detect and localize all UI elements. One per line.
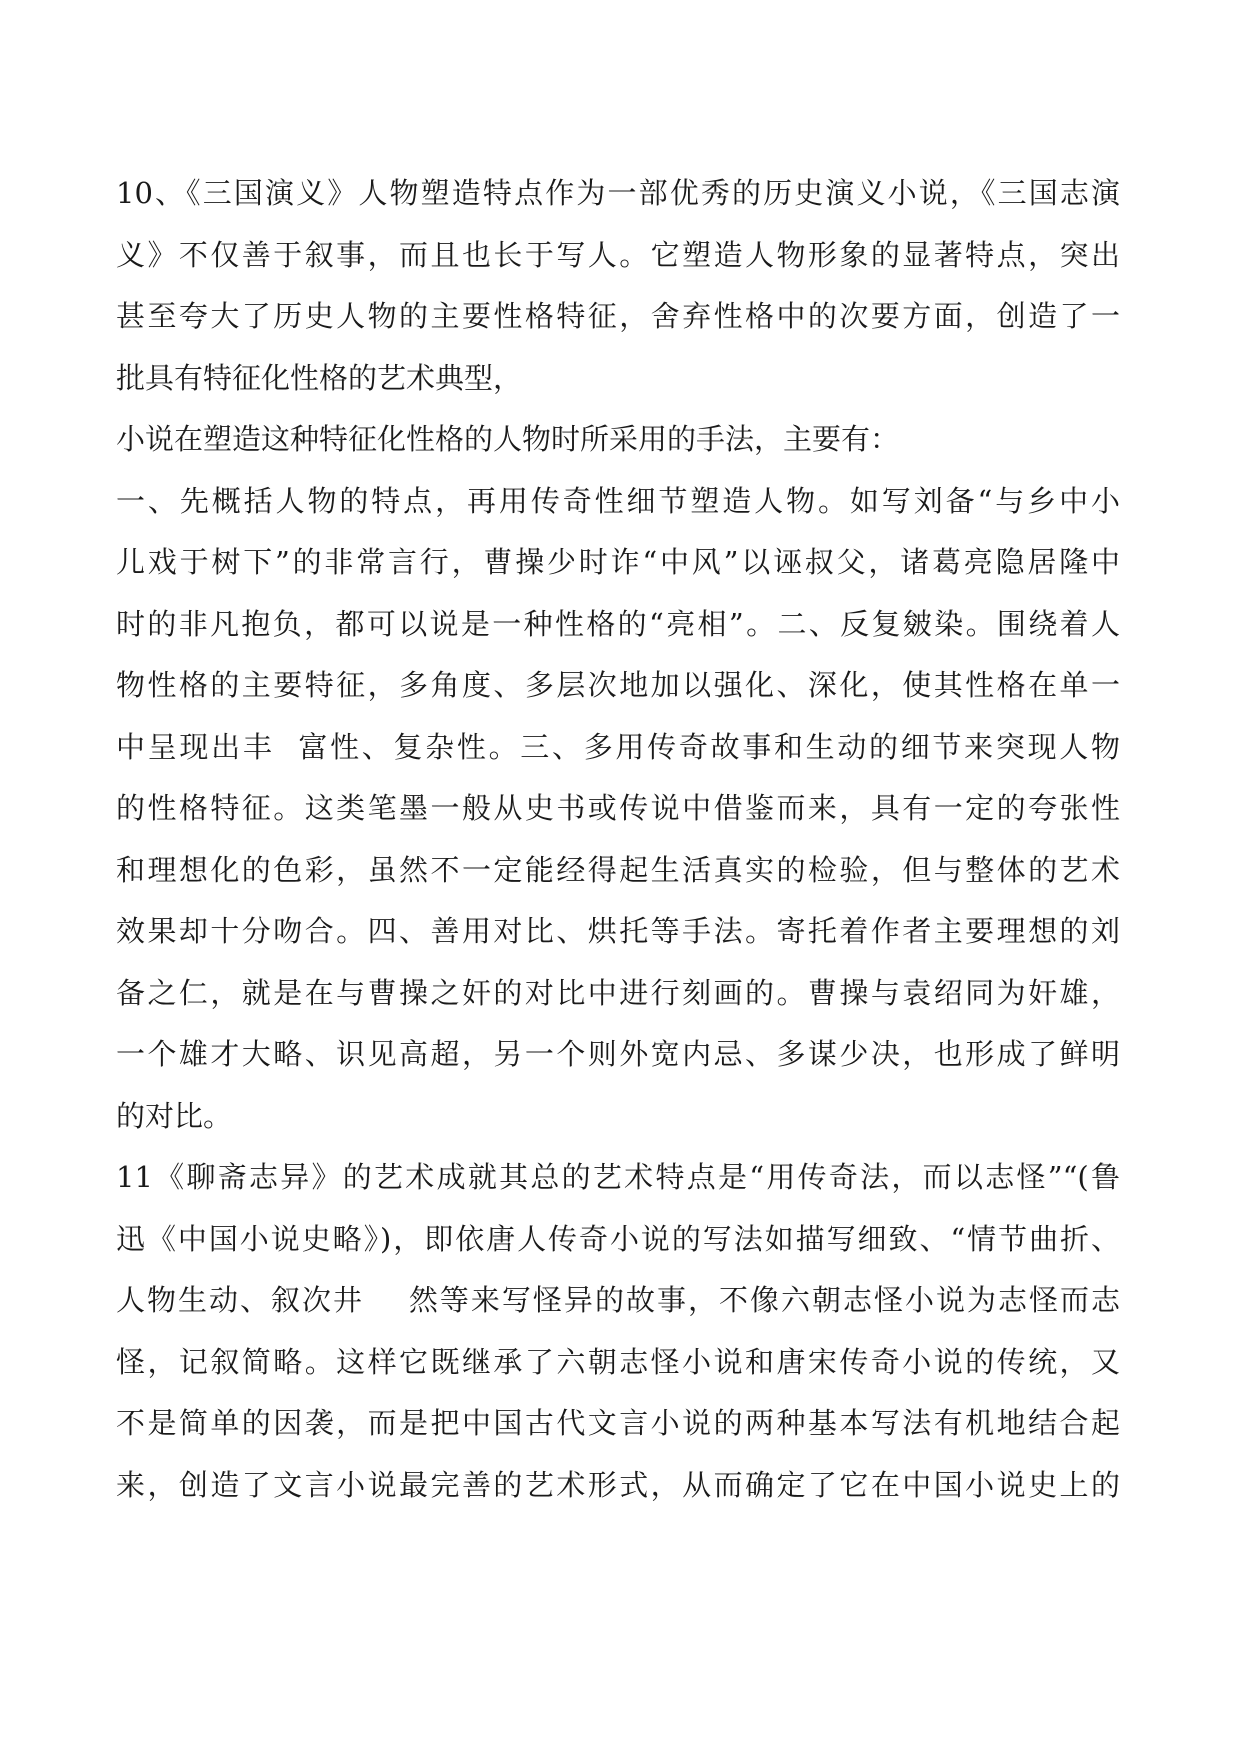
text-line: 怪，记叙简略。这样它既继承了六朝志怪小说和唐宋传奇小说的传统，又 bbox=[116, 1344, 1120, 1379]
text-line: 甚至夸大了历史人物的主要性格特征，舍弃性格中的次要方面，创造了一 bbox=[116, 299, 1120, 333]
text-line: 一个雄才大略、识见高超，另一个则外宽内忌、多谋少决，也形成了鲜明 bbox=[116, 1037, 1120, 1071]
text-line: 备之仁，就是在与曹操之奸的对比中进行刻画的。曹操与袁绍同为奸雄， bbox=[116, 975, 1120, 1010]
body-text bbox=[116, 163, 1120, 1516]
text-line: 来，创造了文言小说最完善的艺术形式，从而确定了它在中国小说史上的 bbox=[116, 1467, 1120, 1502]
text-line: 中呈现出丰 富性、复杂性。三、多用传奇故事和生动的细节来突现人物 bbox=[116, 729, 1120, 764]
text-line: 小说在塑造这种特征化性格的人物时所采用的手法，主要有： bbox=[116, 422, 900, 456]
text-line: 不是简单的因袭，而是把中国古代文言小说的两种基本写法有机地结合起 bbox=[116, 1406, 1120, 1440]
text-line: 时的非凡抱负，都可以说是一种性格的“亮相”。二、反复皴染。围绕着人 bbox=[116, 606, 1120, 641]
text-line: 物性格的主要特征，多角度、多层次地加以强化、深化，使其性格在单一 bbox=[116, 668, 1120, 702]
text-line: 的性格特征。这类笔墨一般从史书或传说中借鉴而来，具有一定的夸张性 bbox=[116, 791, 1120, 825]
text-line: 人物生动、叙次井 然等来写怪异的故事，不像六朝志怪小说为志怪而志 bbox=[116, 1283, 1120, 1317]
text-line: 义》不仅善于叙事，而且也长于写人。它塑造人物形象的显著特点，突出 bbox=[116, 237, 1120, 272]
text-line: 11《聊斋志异》的艺术成就其总的艺术特点是“用传奇法，而以志怪”“(鲁 bbox=[116, 1160, 1120, 1194]
text-line: 和理想化的色彩，虽然不一定能经得起生活真实的检验，但与整体的艺术 bbox=[116, 852, 1120, 887]
text-line: 迅《中国小说史略》)，即依唐人传奇小说的写法如描写细致、“情节曲折、 bbox=[116, 1221, 1120, 1256]
text-line: 效果却十分吻合。四、善用对比、烘托等手法。寄托着作者主要理想的刘 bbox=[116, 914, 1120, 948]
text-line: 批具有特征化性格的艺术典型， bbox=[116, 360, 523, 395]
text-line: 的对比。 bbox=[116, 1098, 233, 1133]
text-line: 10、《三国演义》人物塑造特点作为一部优秀的历史演义小说，《三国志演 bbox=[116, 176, 1120, 210]
text-line: 儿戏于树下”的非常言行，曹操少时诈“中风”以诬叔父，诸葛亮隐居隆中 bbox=[116, 545, 1120, 579]
text-line: 一、先概括人物的特点，再用传奇性细节塑造人物。如写刘备“与乡中小 bbox=[116, 483, 1120, 518]
